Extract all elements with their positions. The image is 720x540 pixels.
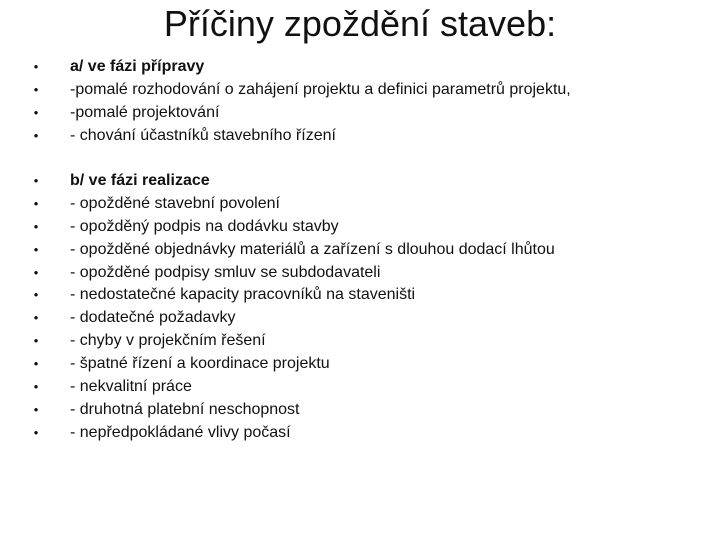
list-item-text: - dodatečné požadavky (70, 309, 236, 327)
list-item-text: -pomalé rozhodování o zahájení projektu a definici parametrů projektu, (70, 80, 571, 98)
bullet-icon: • (33, 379, 39, 395)
section-b-list (30, 170, 700, 445)
list-item (30, 376, 700, 399)
list-item (30, 239, 700, 262)
bullet-icon: • (33, 401, 39, 417)
bullet-icon: • (33, 287, 39, 303)
list-item (30, 399, 700, 422)
list-item (30, 170, 700, 193)
bullet-icon: • (33, 310, 39, 326)
bullet-icon: • (33, 218, 39, 234)
list-item (30, 353, 700, 376)
bullet-icon: • (33, 59, 39, 74)
list-item-text: - nekvalitní práce (70, 378, 192, 396)
bullet-icon: • (33, 81, 39, 97)
list-item-text: - opožděné podpisy smluv se subdodavateli (70, 263, 381, 281)
list-item (30, 79, 700, 102)
section-a-heading: a/ ve fázi přípravy (70, 58, 205, 75)
slide-title: Příčiny zpoždění staveb: (163, 3, 557, 44)
list-item (30, 307, 700, 330)
bullet-icon: • (33, 241, 39, 257)
list-item-text: -pomalé projektování (70, 103, 220, 121)
section-b-heading: b/ ve fázi realizace (70, 172, 210, 189)
list-item (30, 422, 700, 445)
list-item-text: - nepředpokládané vlivy počasí (70, 423, 291, 441)
list-item-text: - opožděný podpis na dodávku stavby (70, 217, 339, 235)
bullet-icon: • (33, 424, 39, 440)
bullet-icon: • (33, 356, 39, 372)
bullet-icon: • (33, 127, 39, 143)
list-item-text: - nedostatečné kapacity pracovníků na staveništi (70, 286, 416, 304)
bullet-icon: • (33, 104, 39, 120)
list-item (30, 102, 700, 125)
list-item-text: - špatné řízení a koordinace projektu (70, 355, 330, 373)
bullet-icon: • (33, 333, 39, 349)
bullet-icon: • (33, 173, 39, 188)
section-a-list (30, 56, 700, 148)
list-item (30, 125, 700, 148)
list-item-text: - opožděné objednávky materiálů a zařízení s dlouhou dodací lhůtou (70, 240, 555, 258)
list-item-text: - chování účastníků stavebního řízení (70, 126, 336, 144)
list-item-text: - druhotná platební neschopnost (70, 400, 300, 418)
bullet-icon: • (33, 264, 39, 280)
list-item (30, 56, 700, 79)
list-item (30, 193, 700, 216)
list-item-text: - chyby v projekčním řešení (70, 332, 266, 350)
list-item (30, 216, 700, 239)
list-item (30, 262, 700, 285)
bullet-icon: • (33, 195, 39, 211)
list-item (30, 284, 700, 307)
list-item (30, 330, 700, 353)
list-item-text: - opožděné stavební povolení (70, 194, 280, 212)
